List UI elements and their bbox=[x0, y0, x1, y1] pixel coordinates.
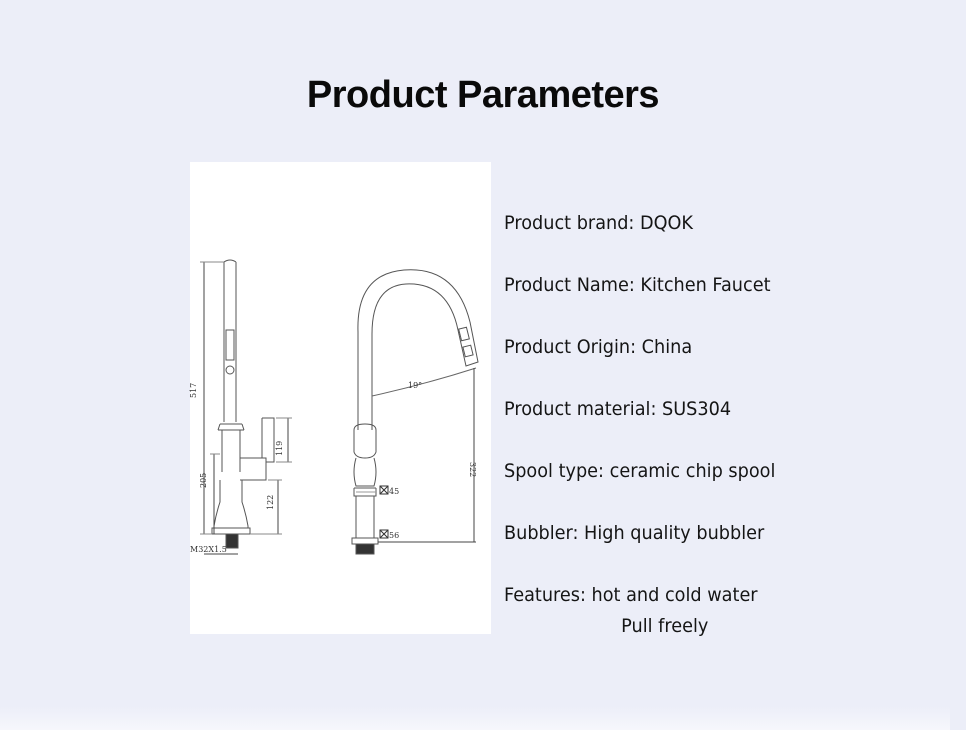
param-origin: Product Origin: China bbox=[504, 336, 693, 358]
param-material: Product material: SUS304 bbox=[504, 398, 732, 420]
page-title: Product Parameters bbox=[306, 74, 660, 116]
dim-label-angle: 19° bbox=[408, 381, 423, 390]
param-name: Product Name: Kitchen Faucet bbox=[504, 274, 771, 296]
front-gooseneck-inner bbox=[372, 284, 458, 430]
dim-label-119: 119 bbox=[275, 440, 284, 456]
dim-label-322: 322 bbox=[468, 462, 477, 478]
front-gooseneck-outer bbox=[358, 270, 470, 430]
dim-label-56: 56 bbox=[389, 531, 400, 540]
side-body bbox=[222, 430, 240, 472]
param-bubbler: Bubbler: High quality bubbler bbox=[504, 522, 765, 544]
dim-label-205: 205 bbox=[199, 472, 208, 488]
dim-label-122: 122 bbox=[266, 494, 275, 510]
dim-label-thread: M32X1.5 bbox=[190, 545, 227, 554]
side-lower-body bbox=[214, 480, 248, 528]
param-features-continued: Pull freely bbox=[621, 615, 709, 637]
side-spray-button bbox=[226, 330, 234, 360]
faucet-drawing-svg bbox=[190, 162, 491, 634]
front-base bbox=[356, 496, 374, 538]
param-spool: Spool type: ceramic chip spool bbox=[504, 460, 776, 482]
param-features: Features: hot and cold water bbox=[504, 584, 758, 606]
dim-label-517: 517 bbox=[189, 382, 198, 398]
side-handle bbox=[240, 458, 266, 480]
param-brand: Product brand: DQOK bbox=[504, 212, 694, 234]
side-thread bbox=[226, 534, 238, 548]
faucet-technical-drawing bbox=[190, 162, 491, 634]
front-thread bbox=[356, 544, 374, 554]
front-handle-head bbox=[354, 424, 376, 458]
angle-arc bbox=[372, 368, 476, 396]
dim-label-45: 45 bbox=[389, 487, 400, 496]
bottom-fade bbox=[0, 706, 950, 730]
front-body bbox=[354, 458, 376, 486]
